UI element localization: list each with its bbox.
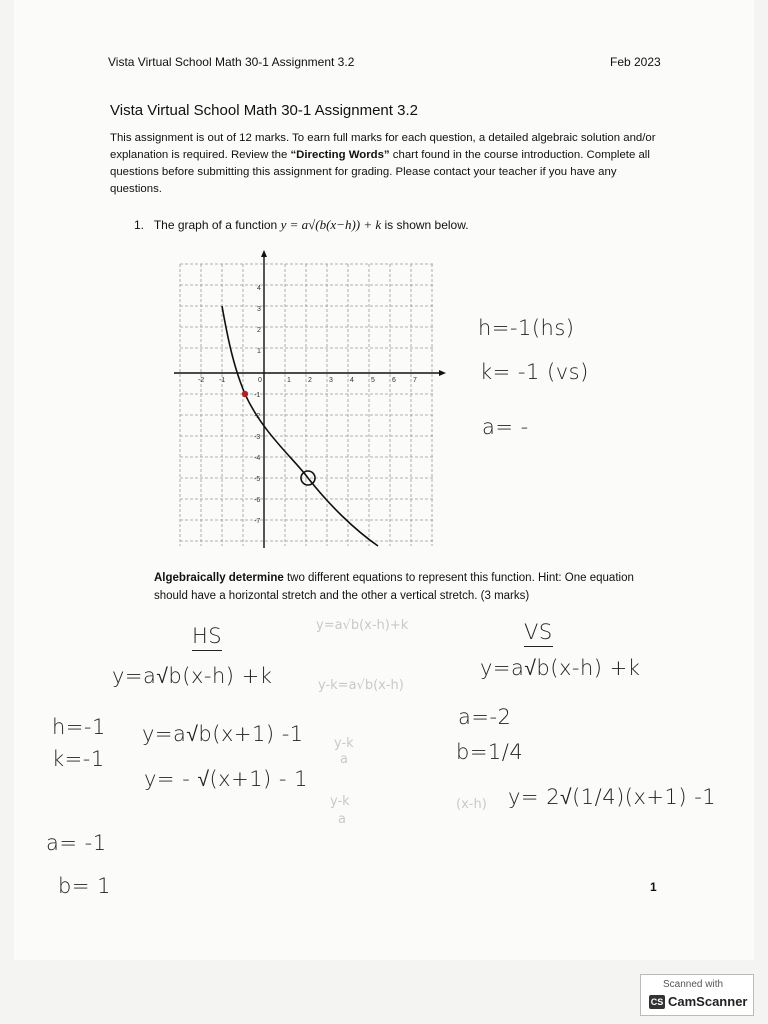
instruction-line-1 (154, 572, 634, 584)
y-tick-label: 3 (257, 306, 261, 313)
scanner-brand (649, 994, 747, 1009)
left-note-a: a= -1 (46, 831, 107, 855)
left-note-b: b= 1 (58, 874, 111, 898)
instruction-rest: two different equations to represent this function. Hint: One equation (283, 572, 634, 584)
function-graph (170, 250, 450, 550)
header-course: Vista Virtual School Math 30-1 Assignment 3.2 (108, 55, 355, 69)
question-1 (134, 217, 469, 233)
scanner-brand-text: CamScanner (668, 994, 748, 1009)
x-tick-label: 7 (413, 377, 417, 384)
question-number: 1. (134, 218, 145, 232)
camscanner-logo-icon: CS (650, 997, 664, 1007)
note-a: a= - (482, 415, 529, 439)
instruction-line-2: should have a horizontal stretch and the other a vertical stretch. (3 marks) (154, 590, 530, 602)
header-date: Feb 2023 (610, 55, 661, 69)
scanner-badge (640, 974, 754, 1016)
y-tick-label: -6 (254, 497, 261, 504)
y-axis-arrow-icon (261, 250, 267, 257)
note-k: k= -1 (vs) (480, 360, 589, 384)
question-text-end: is shown below. (384, 218, 469, 232)
note-h: h=-1(hs) (478, 316, 575, 340)
faint-mark: y-k=a√b(x-h) (318, 678, 404, 693)
faint-mark: y-k (330, 794, 350, 809)
left-note-h: h=-1 (52, 715, 106, 739)
faint-mark: y=a√b(x-h)+k (316, 618, 409, 633)
function-curve (222, 306, 378, 546)
y-tick-label: 2 (257, 327, 261, 334)
y-tick-label: -4 (254, 455, 261, 462)
vs-b-value: b=1/4 (456, 740, 524, 764)
hs-heading: HS (192, 624, 222, 651)
page-number: 1 (650, 880, 657, 894)
left-note-k: k=-1 (52, 747, 105, 771)
faint-mark: (x-h) (456, 797, 487, 812)
vs-a-value: a=-2 (458, 705, 512, 729)
x-tick-label: 4 (350, 377, 354, 384)
y-tick-label: 4 (257, 285, 261, 292)
page-title: Vista Virtual School Math 30-1 Assignment 3.2 (110, 102, 418, 119)
y-tick-label: -7 (254, 518, 261, 525)
instruction-bold: Algebraically determine (154, 572, 284, 584)
y-tick-label: -3 (254, 434, 261, 441)
faint-mark: y-k (334, 736, 354, 751)
y-tick-label: -1 (254, 392, 261, 399)
intro-paragraph (110, 130, 670, 198)
intro-bold: “Directing Words” (290, 149, 390, 161)
x-tick-label: -2 (198, 377, 205, 384)
x-tick-label: -1 (219, 377, 226, 384)
question-formula: y = a√(b(x−h)) + k (280, 217, 382, 232)
hs-final-equation: y= - √(x+1) - 1 (144, 767, 309, 791)
x-tick-label: 2 (308, 377, 312, 384)
x-axis-arrow-icon (439, 370, 446, 376)
vs-heading: VS (524, 620, 553, 647)
x-tick-label: 5 (371, 377, 375, 384)
question-text: The graph of a function (153, 218, 278, 232)
faint-mark: a (340, 752, 348, 767)
x-tick-label: 6 (392, 377, 396, 384)
start-point (242, 391, 248, 397)
faint-mark: a (338, 812, 346, 827)
x-tick-label: 3 (329, 377, 333, 384)
vs-general-equation: y=a√b(x-h) +k (480, 656, 641, 680)
hs-substituted-equation: y=a√b(x+1) -1 (142, 722, 304, 746)
intro-pre: This assignment is out of 12 marks. To earn full marks for each question, a detailed algebraic solution and/or explanation is required. Review the (110, 132, 656, 161)
intro-post: chart found in the course introduction. Complete all questions before submitting this assignment for grading. Please contact your teacher if you have any questions. (110, 149, 650, 195)
graph-grid (180, 264, 434, 546)
scanner-caption: Scanned with (663, 979, 724, 990)
y-tick-label: 1 (257, 348, 261, 355)
hs-general-equation: y=a√b(x-h) +k (112, 664, 273, 688)
y-tick-label: -2 (254, 413, 261, 420)
x-tick-label: 1 (287, 377, 291, 384)
vs-final-equation: y= 2√(1/4)(x+1) -1 (508, 785, 717, 809)
x-tick-label: 0 (258, 377, 262, 384)
y-tick-label: -5 (254, 476, 261, 483)
